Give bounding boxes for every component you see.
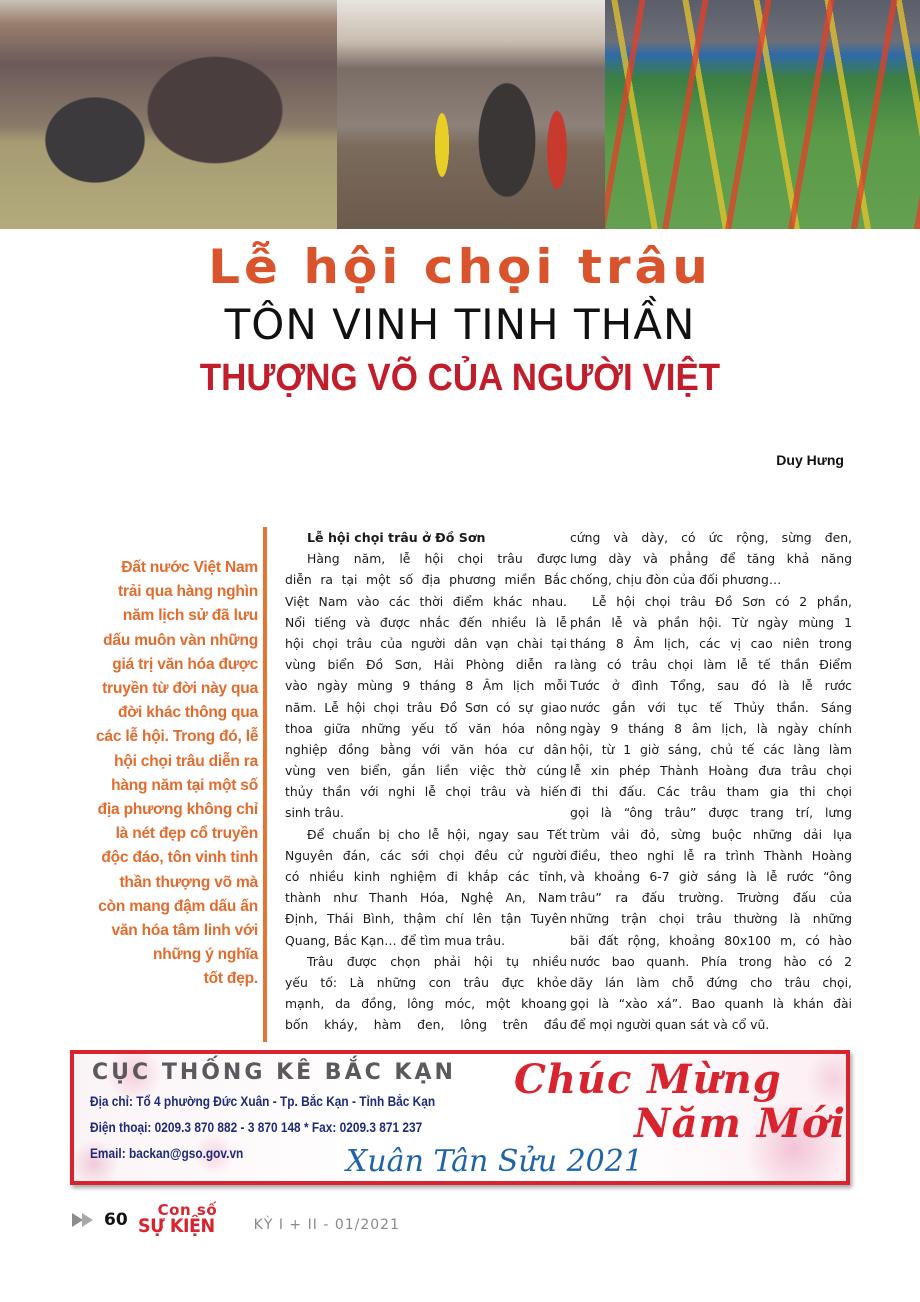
body-text-line: dãy lán làm chỗ đứng cho trâu chọi,: [570, 974, 852, 990]
ad-address: Địa chỉ: Tổ 4 phường Đức Xuân - Tp. Bắc Kạn - Tỉnh Bắc Kạn: [90, 1094, 436, 1109]
body-text-line: phần lễ và phần hội. Từ ngày mùng 1: [570, 614, 852, 630]
article-column-2: [570, 527, 852, 1036]
pull-quote-line: những ý nghĩa: [152, 946, 258, 964]
pull-quote-line: là nét đẹp cổ truyền: [115, 825, 258, 843]
title-line-1: Lễ hội chọi trâu: [208, 239, 712, 295]
double-arrow-icon: [72, 1212, 96, 1228]
body-text-line: Lễ hội chọi trâu Đồ Sơn có 2 phần,: [592, 593, 852, 609]
body-text-line: vùng ven biển, gắn liền việc thờ cúng: [285, 763, 567, 779]
body-text-line: bãi đất rộng, khoảng 80x100 m, có hào: [570, 932, 852, 948]
body-text-line: nghiệp đồng bằng với văn hóa cư dân: [285, 741, 567, 757]
pull-quote-line: dấu muôn vàn những: [103, 631, 258, 649]
page-footer: [72, 1203, 400, 1237]
pull-quote-line: thần thượng võ mà: [119, 873, 258, 891]
ad-email[interactable]: Email: backan@gso.gov.vn: [90, 1146, 244, 1161]
body-text-line: Để chuẩn bị cho lễ hội, ngay sau Tết: [307, 826, 567, 842]
body-text-line: năm. Lễ hội chọi trâu Đồ Sơn có sự giao: [285, 699, 567, 715]
body-text-line: Hàng năm, lễ hội chọi trâu được: [307, 551, 567, 567]
pull-quote-line: trải qua hàng nghìn: [118, 583, 258, 601]
body-text-line: hội, từ 1 giờ sáng, chủ tế các làng làm: [570, 741, 852, 757]
pull-quote-line: truyền từ đời này qua: [102, 680, 258, 698]
body-text-line: thành như Thanh Hóa, Nghệ An, Nam: [285, 890, 567, 906]
title-line-3: THƯỢNG VÕ CỦA NGƯỜI VIỆT: [199, 357, 721, 399]
pull-quote-line: giá trị văn hóa được: [112, 655, 258, 673]
body-text-line: làng có trâu chọi làm lễ tế thần Điểm: [570, 657, 852, 673]
logo-top-text: Con số: [157, 1201, 218, 1219]
buffalo-fight-photo: [0, 0, 337, 229]
ad-year-text: Xuân Tân Sửu 2021: [346, 1144, 643, 1179]
body-text-line: thoa giữa những yếu tố văn hóa nông: [285, 720, 567, 736]
magazine-logo: [138, 1203, 250, 1237]
body-text-line: Nguyên đán, các sới chọi đều cử người: [285, 847, 567, 863]
pull-quote: [96, 556, 258, 992]
body-text-line: chống, chịu đòn của đối phương…: [570, 572, 782, 588]
advertisement-banner: [70, 1050, 850, 1185]
body-text-line: Nổi tiếng và được nhắc đến nhiều là lễ: [285, 614, 567, 630]
flag-dance-photo: [605, 0, 920, 229]
article-column-1: [285, 527, 567, 1036]
body-text-line: trâu” ra đấu trường. Trường đấu của: [570, 890, 852, 906]
body-text-line: điều, theo nghi lễ ra trình Thành Hoàng: [570, 847, 852, 863]
ad-greeting-line-2: Năm Mới: [634, 1100, 846, 1147]
body-text-line: đi thi đấu. Các trâu tham gia thi chọi: [570, 784, 852, 800]
body-text-line: để mọi người quan sát và cổ vũ.: [570, 1017, 770, 1033]
body-text-line: hội chọi trâu của người dân vạn chài tại: [285, 635, 567, 651]
body-text-line: có nhiều kinh nghiệm đi khắp các tỉnh,: [285, 869, 567, 884]
body-text-line: bốn kháy, hàm đen, lông trên đầu: [285, 1017, 567, 1033]
body-text-line: vùng biển Đồ Sơn, Hải Phòng diễn ra: [285, 657, 567, 673]
section-subheading: Lễ hội chọi trâu ở Đồ Sơn: [307, 530, 486, 545]
body-text-line: nước bao quanh. Phía trong hào có 2: [570, 953, 852, 969]
pull-quote-line: Đất nước Việt Nam: [121, 559, 258, 576]
pull-quote-line: văn hóa tâm linh với: [111, 922, 258, 940]
body-text-line: vào ngày mùng 9 tháng 8 Âm lịch mỗi: [285, 678, 567, 694]
body-text-line: lễ xin phép Thành Hoàng đưa trâu chọi: [570, 763, 852, 779]
buffalo-procession-photo: [337, 0, 605, 229]
body-text-line: cứng và dày, có ức rộng, sừng đen,: [570, 530, 852, 545]
body-text-line: Định, Thái Bình, thậm chí lên tận Tuyên: [285, 911, 567, 927]
body-text-line: Việt Nam vào các thời điểm khác nhau.: [285, 593, 567, 609]
body-text-line: lưng dày và phẳng để tăng khả năng: [570, 551, 852, 567]
pull-quote-line: đời khác thông qua: [117, 704, 258, 722]
pull-quote-line: còn mang đậm dấu ấn: [98, 897, 258, 915]
pull-quote-line: hội chọi trâu diễn ra: [114, 752, 258, 770]
page-number: 60: [104, 1210, 128, 1230]
ad-greeting-line-1: Chúc Mừng: [514, 1056, 782, 1103]
body-text-line: gọi là “ông trâu” được trang trí, lưng: [570, 805, 852, 821]
pull-quote-divider: [263, 527, 267, 1042]
body-text-line: Quang, Bắc Kạn… để tìm mua trâu.: [285, 932, 506, 948]
body-text-line: gọi là “xào xá”. Bao quanh là khán đài: [570, 996, 852, 1012]
body-text-line: ngày 9 tháng 8 âm lịch, là ngày chính: [570, 720, 852, 736]
title-line-2: TÔN VINH TINH THẦN: [224, 300, 696, 349]
pull-quote-line: địa phương không chỉ: [97, 801, 258, 819]
pull-quote-line: độc đáo, tôn vinh tinh: [101, 849, 258, 867]
pull-quote-line: hàng năm tại một số: [111, 776, 258, 794]
pull-quote-line: các lễ hội. Trong đó, lễ: [96, 728, 259, 746]
issue-label: KỲ I + II - 01/2021: [253, 1217, 400, 1233]
body-text-line: diễn ra tại một số địa phương miền Bắc: [285, 572, 567, 588]
body-text-line: trùm vải đỏ, sừng buộc những dải lụa: [570, 826, 852, 842]
body-text-line: tháng 8 Âm lịch, các vị cao niên trong: [570, 635, 852, 651]
ad-organization-name: CỤC THỐNG KÊ BẮC KẠN: [92, 1060, 456, 1085]
body-text-line: thủy thần với nghi lễ chọi trâu và hiến: [285, 784, 567, 800]
ad-phone: Điện thoại: 0209.3 870 882 - 3 870 148 * Fax: 0209.3 871 237: [90, 1120, 423, 1135]
header-photo-strip: [0, 0, 920, 229]
pull-quote-line: tốt đẹp.: [203, 970, 258, 988]
body-text-line: những trận chọi trâu thường là những: [570, 911, 852, 927]
body-text-line: nước gắn với tục tế Thủy thần. Sáng: [570, 699, 852, 715]
article-title: [0, 238, 920, 402]
logo-bottom-text: SỰ KIỆN: [137, 1215, 215, 1237]
body-text-line: yếu tố: Là những con trâu đực khỏe: [285, 974, 567, 990]
body-text-line: sinh trâu.: [285, 805, 344, 821]
body-text-line: Trâu được chọn phải hội tụ nhiều: [307, 953, 567, 969]
body-text-line: mạnh, da đồng, lông móc, một khoang: [285, 996, 567, 1012]
pull-quote-line: năm lịch sử đã lưu: [122, 607, 258, 625]
body-text-line: và khoảng 6-7 giờ sáng là lễ rước “ông: [570, 869, 852, 884]
author-byline: Duy Hưng: [776, 452, 844, 468]
body-text-line: Tước ở đình Tổng, sau đó là lễ rước: [570, 678, 852, 694]
